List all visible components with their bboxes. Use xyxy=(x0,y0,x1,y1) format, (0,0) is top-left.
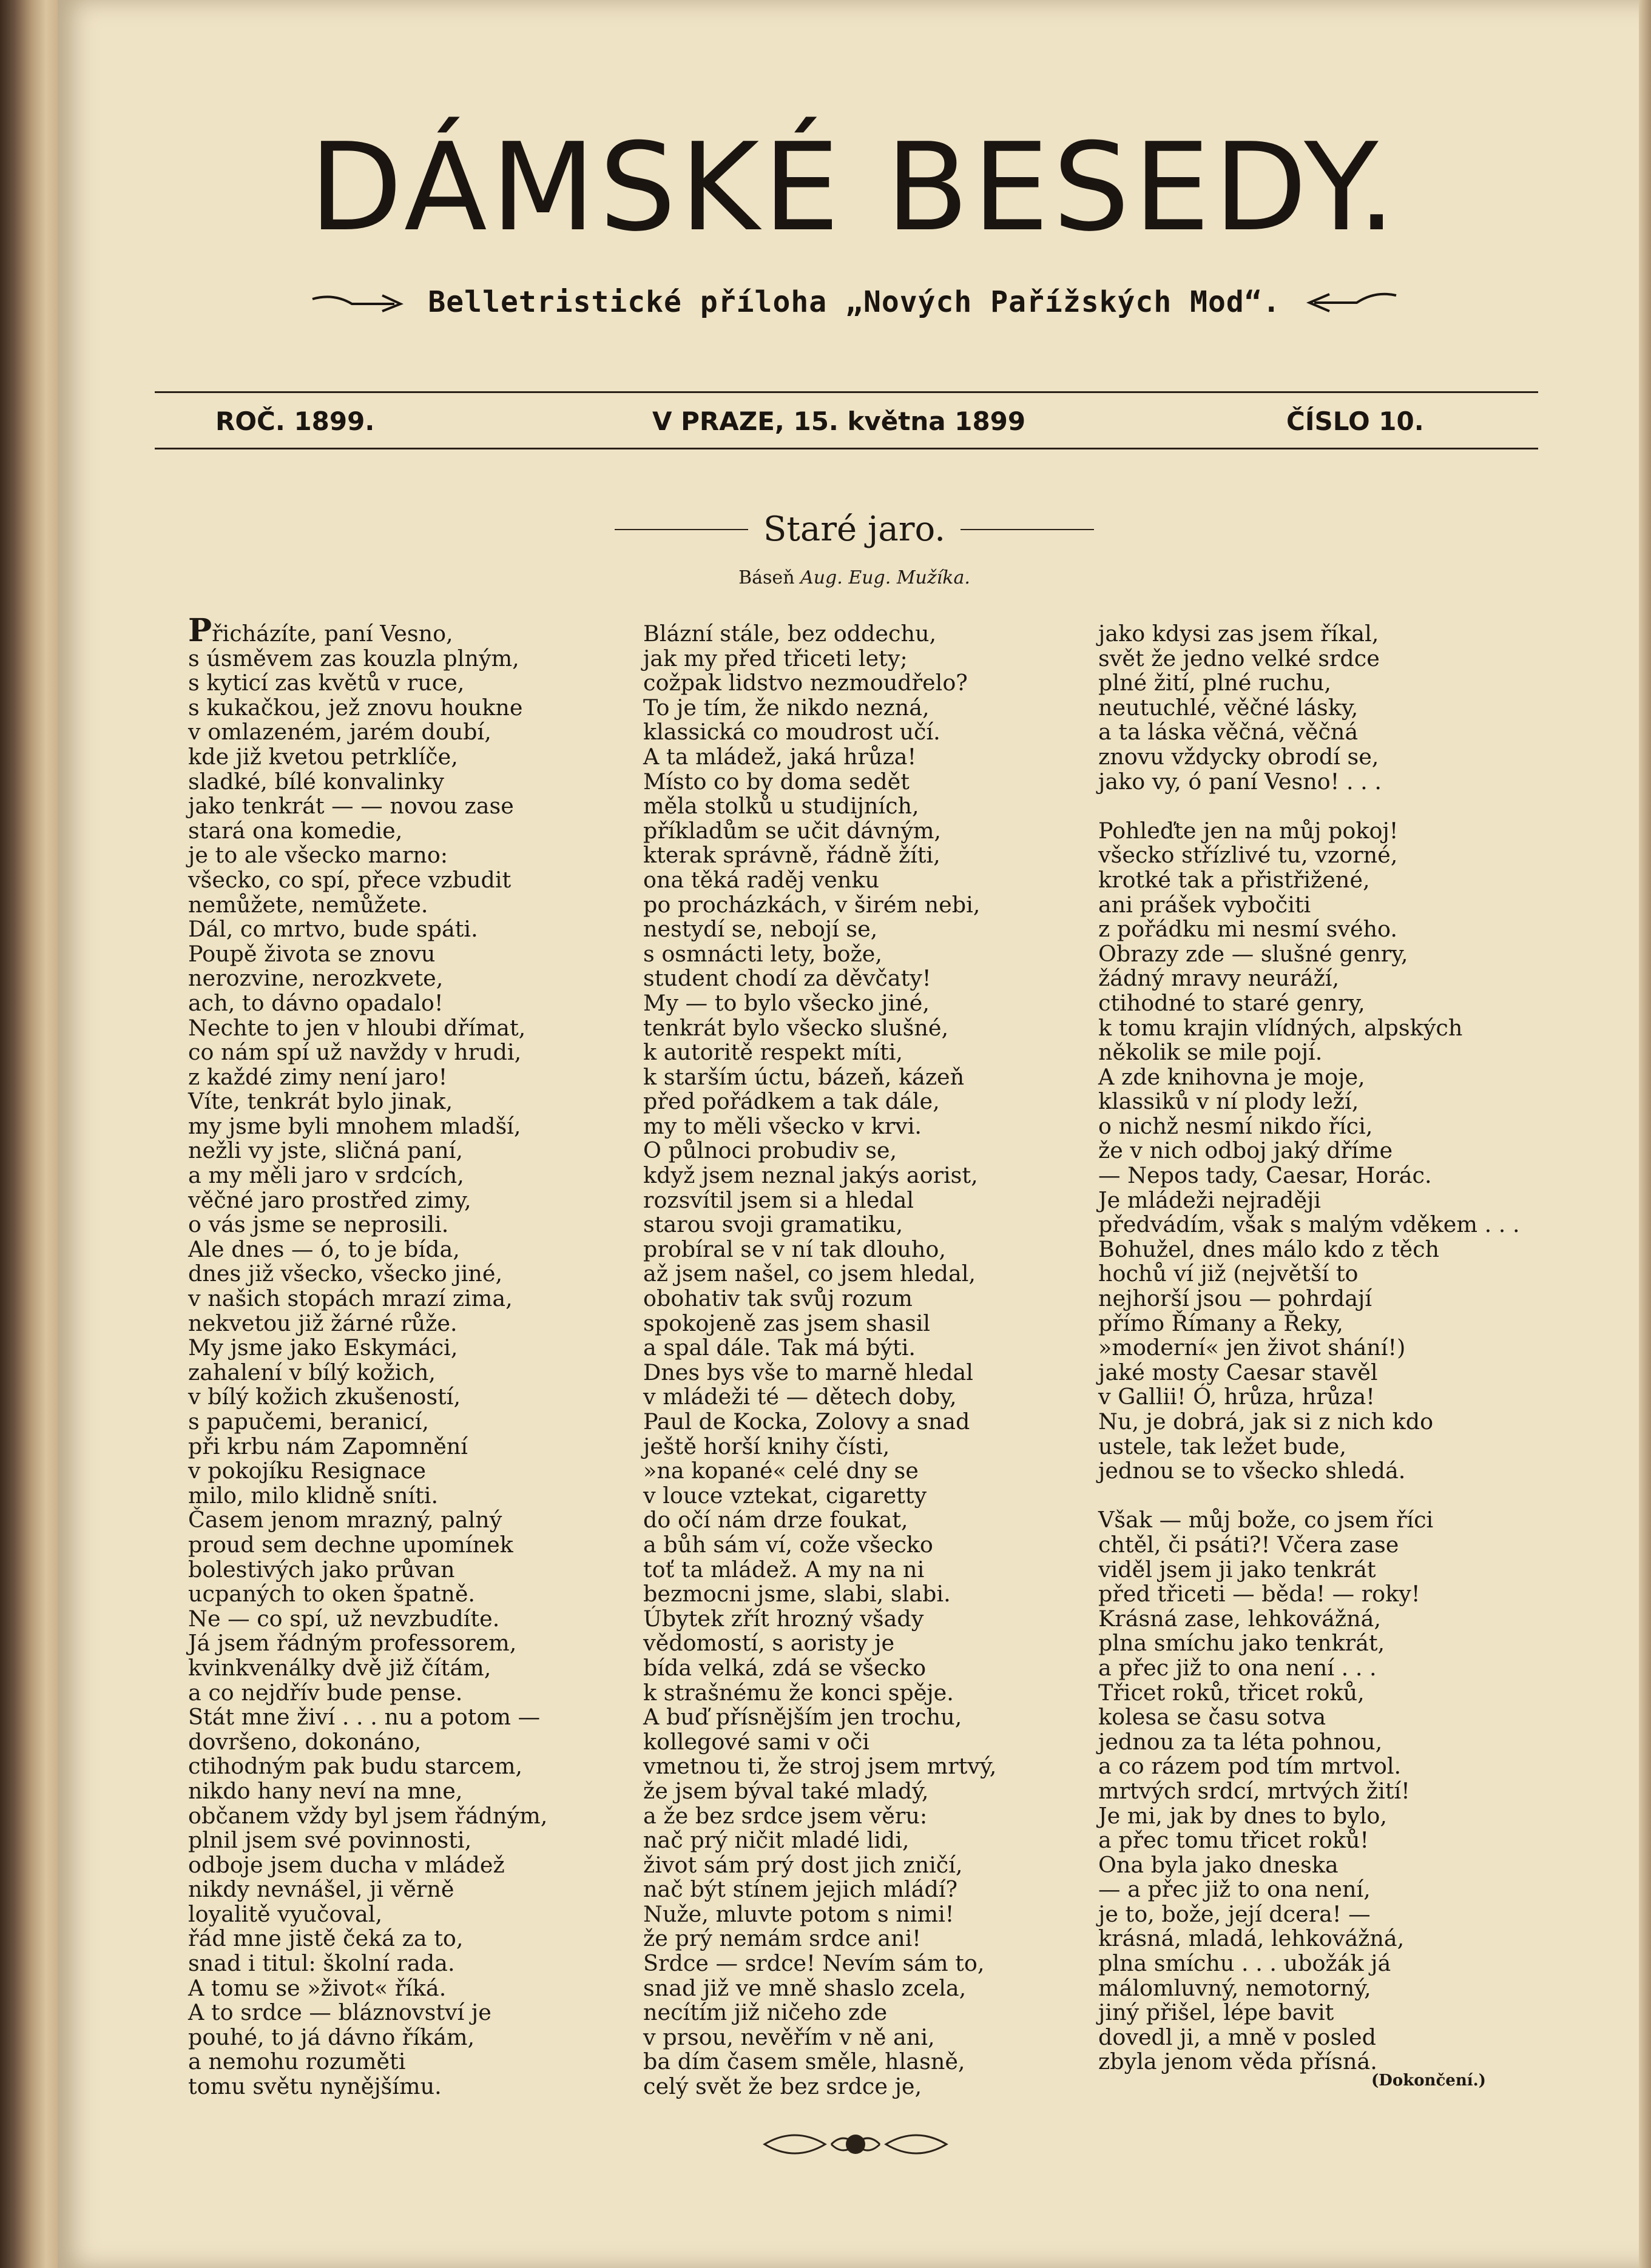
poem-line: ještě horší knihy čísti, xyxy=(643,1433,890,1459)
poem-line: student chodí za děvčaty! xyxy=(643,965,931,992)
poem-line: o nichž nesmí nikdo říci, xyxy=(1098,1112,1373,1139)
poem-line: a že bez srdce jsem věru: xyxy=(643,1802,928,1829)
poem-line: jako kdysi zas jsem říkal, xyxy=(1098,621,1379,647)
poem-line: toť ta mládež. A my na ni xyxy=(643,1556,925,1583)
poem-line: neutuchlé, věčné lásky, xyxy=(1098,694,1359,721)
poem-line: snad již ve mně shaslo zcela, xyxy=(643,1974,967,2001)
poem-line: a my měli jaro v srdcích, xyxy=(188,1162,464,1189)
poem-line: je to, bože, její dcera! — xyxy=(1098,1900,1371,1927)
poem-line: v mládeži té — dětech doby, xyxy=(643,1384,957,1410)
poem-line: »na kopané« celé dny se xyxy=(643,1458,919,1484)
poem-line: Krásná zase, lehkovážná, xyxy=(1098,1605,1381,1632)
poem-line: my jsme byli mnohem mladší, xyxy=(188,1112,521,1139)
poem-line: všecko, co spí, přece vzbudit xyxy=(188,866,512,893)
poem-line: zbyla jenom věda přísná. xyxy=(1098,2048,1377,2075)
poem-line: nejhorší jsou — pohrdají xyxy=(1098,1285,1372,1312)
poem-line: Dnes bys vše to marně hledal xyxy=(643,1359,973,1385)
poem-column-3 xyxy=(1098,622,1535,2075)
poem-line: To je tím, že nikdo nezná, xyxy=(643,694,930,721)
poem-line: nemůžete, nemůžete. xyxy=(188,891,428,918)
poem-line: Stát mne živí . . . nu a potom — xyxy=(188,1704,541,1731)
poem-line: probíral se v ní tak dlouho, xyxy=(643,1236,947,1262)
poem-line: nikdo hany neví na mne, xyxy=(188,1777,463,1804)
poem-line: a ta láska věčná, věčná xyxy=(1098,719,1359,745)
poem-line: my to měli všecko v krvi. xyxy=(643,1112,922,1139)
poem-line: Víte, tenkrát bylo jinak, xyxy=(188,1088,453,1115)
masthead-subtitle: Belletristické příloha „Nových Pařížských Mod“. xyxy=(428,285,1281,319)
poem-line: vmetnou ti, že stroj jsem mrtvý, xyxy=(643,1753,997,1780)
poem-line: vědomostí, s aoristy je xyxy=(643,1630,895,1657)
poem-line: z každé zimy není jaro! xyxy=(188,1063,448,1090)
poem-line: v bílý kožich zkušeností, xyxy=(188,1384,461,1410)
title-rule-left xyxy=(615,529,748,530)
poem-line: pouhé, to já dávno říkám, xyxy=(188,2024,475,2050)
poem-line: v našich stopách mrazí zima, xyxy=(188,1285,513,1312)
poem-line: věčné jaro prostřed zimy, xyxy=(188,1186,471,1213)
poem-line: svět že jedno velké srdce xyxy=(1098,645,1380,671)
end-note: (Dokončení.) xyxy=(1371,2071,1486,2090)
poem-line: kollegové sami v oči xyxy=(643,1728,869,1755)
poem-line: jednou se to všecko shledá. xyxy=(1098,1458,1406,1484)
poem-line: A to srdce — bláznovství je xyxy=(188,1999,491,2026)
poem-line: měla stolků u studijních, xyxy=(643,793,919,819)
poem-line: plné žití, plné ruchu, xyxy=(1098,670,1331,696)
poem-line: a co rázem pod tím mrtvol. xyxy=(1098,1753,1402,1780)
poem-line: v Gallii! Ó, hrůza, hrůza! xyxy=(1098,1384,1375,1410)
poem-line: v pokojíku Resignace xyxy=(188,1458,427,1484)
poem-line: starou svoji gramatiku, xyxy=(643,1211,903,1238)
poem-line: a přec již to ona není . . . xyxy=(1098,1654,1377,1681)
poem-line: předvádím, však s malým vděkem . . . xyxy=(1098,1211,1520,1238)
poem-byline xyxy=(58,567,1651,588)
title-rule-right xyxy=(961,529,1094,530)
poem-line: Poupě života se znovu xyxy=(188,940,436,967)
poem-line: A buď přísnějším jen trochu, xyxy=(643,1704,962,1731)
poem-line: Ne — co spí, už nevzbudíte. xyxy=(188,1605,500,1632)
stanza-gap xyxy=(1098,794,1535,819)
top-rule xyxy=(155,391,1538,393)
poem-line: necítím již ničeho zde xyxy=(643,1999,888,2026)
poem-line: kolesa se času sotva xyxy=(1098,1704,1326,1731)
poem-line: bída velká, zdá se všecko xyxy=(643,1654,927,1681)
issue-date: V PRAZE, 15. května 1899 xyxy=(652,406,1026,436)
poem-line: Blázní stále, bez oddechu, xyxy=(643,621,937,647)
poem-line: Pohleďte jen na můj pokoj! xyxy=(1098,817,1399,844)
poem-line: plna smíchu . . . ubožák já xyxy=(1098,1950,1391,1977)
poem-line: loyalitě vyučoval, xyxy=(188,1900,383,1927)
poem-line: celý svět že bez srdce je, xyxy=(643,2073,922,2100)
poem-line: jiný přišel, lépe bavit xyxy=(1098,1999,1334,2026)
poem-line: odboje jsem ducha v mládež xyxy=(188,1851,505,1878)
poem-line: po procházkách, v širém nebi, xyxy=(643,891,981,918)
poem-line: stará ona komedie, xyxy=(188,817,403,844)
poem-line: ctihodným pak budu starcem, xyxy=(188,1753,523,1780)
poem-line: Přicházíte, paní Vesno, xyxy=(188,612,453,649)
poem-line: s úsměvem zas kouzla plným, xyxy=(188,645,519,671)
page-edge xyxy=(1639,0,1651,2268)
poem-line: jak my před třiceti lety; xyxy=(643,645,908,671)
poem-line: v louce vztekat, cigaretty xyxy=(643,1482,927,1509)
issue-volume: ROČ. 1899. xyxy=(215,406,375,436)
poem-line: »moderní« jen život shání!) xyxy=(1098,1334,1406,1361)
poem-line: kvinkvenálky dvě již čítám, xyxy=(188,1654,491,1681)
poem-line: Však — můj bože, co jsem říci xyxy=(1098,1507,1434,1533)
poem-line: ustele, tak ležet bude, xyxy=(1098,1433,1346,1459)
poem-line: Třicet roků, třicet roků, xyxy=(1098,1679,1365,1706)
poem-line: k tomu krajin vlídných, alpských xyxy=(1098,1014,1463,1041)
poem-line: Nuže, mluvte potom s nimi! xyxy=(643,1900,954,1927)
poem-line: a spal dále. Tak má býti. xyxy=(643,1334,916,1361)
poem-line: jaké mosty Caesar stavěl xyxy=(1098,1359,1378,1385)
poem-line: Dál, co mrtvo, bude spáti. xyxy=(188,916,478,943)
poem-line: Ona byla jako dneska xyxy=(1098,1851,1339,1878)
poem-line: ucpaných to oken špatně. xyxy=(188,1581,476,1607)
poem-line: Místo co by doma sedět xyxy=(643,768,910,795)
masthead-subtitle-row xyxy=(58,285,1651,340)
poem-line: a bůh sám ví, cože všecko xyxy=(643,1531,933,1558)
poem-line: — a přec již to ona není, xyxy=(1098,1876,1371,1903)
right-flourish-arrow-icon xyxy=(1302,287,1399,317)
poem-line: klassiků v ní plody leží, xyxy=(1098,1088,1359,1115)
poem-line: chtěl, či psáti?! Včera zase xyxy=(1098,1531,1399,1558)
left-flourish-arrow-icon xyxy=(309,287,407,317)
poem-line: Nu, je dobrá, jak si z nich kdo xyxy=(1098,1408,1434,1435)
poem-line: Úbytek zřít hrozný všady xyxy=(643,1605,924,1632)
poem-line: řád mne jistě čeká za to, xyxy=(188,1925,464,1952)
stanza-gap xyxy=(1098,1484,1535,1509)
poem-line: s kyticí zas květů v ruce, xyxy=(188,670,465,696)
poem-line: O půlnoci probudiv se, xyxy=(643,1137,897,1164)
poem-line: jako vy, ó paní Vesno! . . . xyxy=(1098,768,1382,795)
poem-line: krotké tak a přistřižené, xyxy=(1098,866,1370,893)
poem-line: zahalení v bílý kožich, xyxy=(188,1359,436,1385)
poem-line: před pořádkem a tak dále, xyxy=(643,1088,940,1115)
poem-line: My jsme jako Eskymáci, xyxy=(188,1334,458,1361)
poem-line: Je mládeži nejraději xyxy=(1098,1186,1321,1213)
poem-line: v prsou, nevěřím v ně ani, xyxy=(643,2024,935,2050)
poem-line: Paul de Kocka, Zolovy a snad xyxy=(643,1408,970,1435)
poem-line: málomluvný, nemotorný, xyxy=(1098,1974,1371,2001)
poem-line: v omlazeném, jarém doubí, xyxy=(188,719,491,745)
poem-line: dnes již všecko, všecko jiné, xyxy=(188,1260,503,1287)
poem-line: A zde knihovna je moje, xyxy=(1098,1063,1365,1090)
poem-line: s osmnácti lety, bože, xyxy=(643,940,882,967)
poem-line: několik se mile pojí. xyxy=(1098,1039,1323,1066)
poem-line: znovu vždycky obrodí se, xyxy=(1098,743,1379,770)
poem-line: nač být stínem jejich mládí? xyxy=(643,1876,958,1903)
poem-line: bolestivých jako průvan xyxy=(188,1556,455,1583)
magazine-page xyxy=(58,0,1651,2268)
poem-line: když jsem neznal jakýs aorist, xyxy=(643,1162,978,1189)
poem-line: mrtvých srdcí, mrtvých žití! xyxy=(1098,1777,1410,1804)
decorative-ornament-icon xyxy=(758,2123,953,2165)
issue-number: ČÍSLO 10. xyxy=(1286,406,1424,436)
poem-line: krásná, mladá, lehkovážná, xyxy=(1098,1925,1405,1952)
issue-info-row xyxy=(155,406,1538,449)
poem-line: život sám prý dost jich zničí, xyxy=(643,1851,963,1878)
poem-line: jednou za ta léta pohnou, xyxy=(1098,1728,1383,1755)
poem-line: příkladům se učit dávným, xyxy=(643,817,942,844)
poem-line: žádný mravy neuráží, xyxy=(1098,965,1340,992)
poem-line: přímo Římany a Řeky, xyxy=(1098,1310,1343,1336)
poem-column-2 xyxy=(643,622,1044,2099)
poem-line: Je mi, jak by dnes to bylo, xyxy=(1098,1802,1387,1829)
poem-line: sladké, bílé konvalinky xyxy=(188,768,444,795)
poem-line: ani prášek vybočiti xyxy=(1098,891,1311,918)
poem-line: proud sem dechne upomínek xyxy=(188,1531,513,1558)
poem-line: tenkrát bylo všecko slušné, xyxy=(643,1014,949,1041)
poem-line: dovedl ji, a mně v posled xyxy=(1098,2024,1377,2050)
poem-line: ba dím časem směle, hlasně, xyxy=(643,2048,965,2075)
poem-line: občanem vždy byl jsem řádným, xyxy=(188,1802,548,1829)
book-binding xyxy=(0,0,58,2268)
poem-line: k strašnému že konci spěje. xyxy=(643,1679,954,1706)
poem-line: Obrazy zde — slušné genry, xyxy=(1098,940,1408,967)
poem-line: s kukačkou, jež znovu houkne xyxy=(188,694,523,721)
poem-line: před třiceti — běda! — roky! xyxy=(1098,1581,1420,1607)
poem-line: nač prý ničit mladé lidi, xyxy=(643,1827,910,1854)
poem-line: při krbu nám Zapomnění xyxy=(188,1433,468,1459)
poem-line: kde již kvetou petrklíče, xyxy=(188,743,458,770)
poem-line: ona těká raděj venku xyxy=(643,866,880,893)
poem-line: ctihodné to staré genry, xyxy=(1098,989,1365,1016)
poem-line: do očí nám drze foukat, xyxy=(643,1507,908,1533)
poem-line: nestydí se, nebojí se, xyxy=(643,916,878,943)
poem-line: je to ale všecko marno: xyxy=(188,842,448,869)
poem-line: všecko střízlivé tu, vzorné, xyxy=(1098,842,1398,869)
poem-line: rozsvítil jsem si a hledal xyxy=(643,1186,914,1213)
masthead-title: DÁMSKÉ BESEDY. xyxy=(309,117,1400,258)
poem-line: že prý nemám srdce ani! xyxy=(643,1925,921,1952)
poem-line: až jsem našel, co jsem hledal, xyxy=(643,1260,976,1287)
poem-line: co nám spí už navždy v hrudi, xyxy=(188,1039,522,1066)
poem-line: plnil jsem své povinnosti, xyxy=(188,1827,472,1854)
poem-line: A tomu se »život« říká. xyxy=(188,1974,447,2001)
poem-line: nerozvine, nerozkvete, xyxy=(188,965,444,992)
poem-line: Nechte to jen v hloubi dřímat, xyxy=(188,1014,526,1041)
poem-line: a nemohu rozuměti xyxy=(188,2048,406,2075)
poem-line: snad i titul: školní rada. xyxy=(188,1950,455,1977)
poem-line: k starším úctu, bázeň, kázeň xyxy=(643,1063,965,1090)
poem-line: kterak správně, řádně žíti, xyxy=(643,842,940,869)
poem-line: plna smíchu jako tenkrát, xyxy=(1098,1630,1385,1657)
drop-cap: P xyxy=(188,612,212,649)
poem-line: bezmocni jsme, slabi, slabi. xyxy=(643,1581,951,1607)
poem-line: Časem jenom mrazný, palný xyxy=(188,1507,502,1533)
poem-line: že jsem býval také mladý, xyxy=(643,1777,929,1804)
poem-title: Staré jaro. xyxy=(763,510,945,549)
poem-line: spokojeně zas jsem shasil xyxy=(643,1310,931,1336)
poem-line: viděl jsem ji jako tenkrát xyxy=(1098,1556,1376,1583)
poem-line: nikdy nevnášel, ji věrně xyxy=(188,1876,454,1903)
byline-prefix: Báseň xyxy=(738,567,795,588)
poem-line: dovršeno, dokonáno, xyxy=(188,1728,422,1755)
poem-line: ach, to dávno opadalo! xyxy=(188,989,444,1016)
poem-line: z pořádku mi nesmí svého. xyxy=(1098,916,1397,943)
poem-line: nekvetou již žárné růže. xyxy=(188,1310,457,1336)
poem-line: k autoritě respekt míti, xyxy=(643,1039,903,1066)
byline-author: Aug. Eug. Mužíka. xyxy=(800,567,970,588)
poem-line: — Nepos tady, Caesar, Horác. xyxy=(1098,1162,1432,1189)
poem-line: Ale dnes — ó, to je bída, xyxy=(188,1236,460,1262)
poem-line: nežli vy jste, sličná paní, xyxy=(188,1137,463,1164)
poem-line: Já jsem řádným professorem, xyxy=(188,1630,517,1657)
poem-line: cožpak lidstvo nezmoudřelo? xyxy=(643,670,968,696)
poem-line: o vás jsme se neprosili. xyxy=(188,1211,449,1238)
poem-line: klassická co moudrost učí. xyxy=(643,719,940,745)
bottom-rule xyxy=(155,448,1538,449)
poem-column-1 xyxy=(188,612,589,2100)
poem-line: Srdce — srdce! Nevím sám to, xyxy=(643,1950,985,1977)
poem-line: My — to bylo všecko jiné, xyxy=(643,989,930,1016)
poem-line: s papučemi, beranicí, xyxy=(188,1408,429,1435)
poem-line: Bohužel, dnes málo kdo z těch xyxy=(1098,1236,1440,1262)
poem-line: že v nich odboj jaký dříme xyxy=(1098,1137,1393,1164)
poem-line: tomu světu nynějšímu. xyxy=(188,2073,442,2100)
poem-line: a přec tomu třicet roků! xyxy=(1098,1827,1369,1854)
poem-line: jako tenkrát — — novou zase xyxy=(188,793,514,819)
poem-line: a co nejdřív bude pense. xyxy=(188,1679,463,1706)
poem-title-row xyxy=(58,510,1651,549)
poem-line: hochů ví již (největší to xyxy=(1098,1260,1359,1287)
poem-line: obohativ tak svůj rozum xyxy=(643,1285,913,1312)
poem-line: A ta mládež, jaká hrůza! xyxy=(643,743,917,770)
poem-line: milo, milo klidně sníti. xyxy=(188,1482,439,1509)
